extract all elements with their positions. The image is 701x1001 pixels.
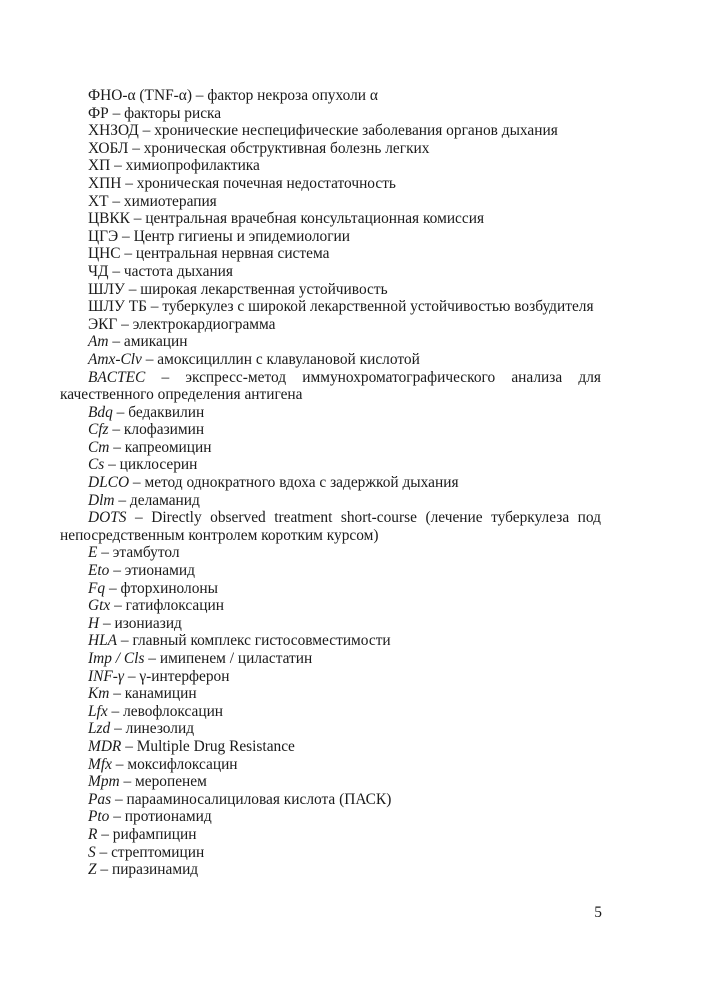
abbreviation-dash: –: [129, 474, 145, 492]
abbreviation-entry: [88, 474, 601, 492]
abbreviation-term: Cm: [88, 438, 110, 456]
abbreviation-term: ШЛУ: [88, 280, 125, 298]
abbreviation-term: Lfx: [88, 702, 108, 720]
page-number: 5: [594, 904, 602, 921]
abbreviation-entry: [88, 404, 601, 422]
abbreviation-entry: [60, 298, 601, 316]
abbreviation-term: Amx-Clv: [88, 350, 142, 368]
abbreviation-term: Pto: [88, 808, 110, 826]
abbreviation-definition: капреомицин: [124, 438, 212, 456]
abbreviation-term: Cs: [88, 456, 105, 474]
abbreviation-dash: –: [123, 667, 140, 685]
abbreviation-term: MDR: [88, 737, 122, 755]
abbreviation-term: Mfx: [88, 755, 112, 773]
abbreviation-definition: гатифлоксацин: [125, 597, 224, 615]
abbreviation-term: ФР: [88, 104, 109, 122]
abbreviation-dash: –: [124, 280, 141, 298]
abbreviation-definition: частота дыхания: [123, 262, 233, 280]
abbreviation-entry: [88, 808, 601, 826]
abbreviation-definition: моксифлоксацин: [127, 755, 238, 773]
abbreviation-definition: фактор некроза опухоли α: [207, 87, 378, 104]
abbreviation-entry: [88, 685, 601, 703]
abbreviation-entry: [88, 439, 601, 457]
abbreviation-dash: –: [112, 403, 129, 421]
abbreviation-dash: –: [110, 597, 126, 615]
abbreviation-definition: парааминосалициловая кислота (ПАСК): [126, 790, 392, 808]
abbreviation-dash: –: [96, 861, 112, 879]
abbreviation-dash: –: [119, 773, 136, 791]
abbreviation-dash: –: [144, 650, 160, 667]
abbreviation-term: Bdq: [88, 403, 113, 421]
abbreviation-entry: [88, 157, 601, 175]
abbreviation-dash: –: [109, 808, 125, 826]
abbreviation-term: INF-γ: [88, 667, 124, 685]
abbreviation-term: ХПН: [88, 174, 122, 192]
abbreviation-definition: туберкулез с широкой лекарственной устойчивостью возбудителя: [162, 298, 594, 316]
abbreviation-term: Dlm: [88, 491, 115, 509]
abbreviation-entry: [88, 105, 601, 123]
abbreviation-dash: –: [108, 421, 124, 439]
abbreviation-definition: амикацин: [123, 333, 188, 351]
abbreviation-term: Z: [88, 861, 97, 879]
abbreviation-definition: главный комплекс гистосовместимости: [132, 632, 391, 650]
abbreviation-entry: [88, 562, 601, 580]
abbreviation-dash: –: [111, 755, 128, 773]
abbreviation-definition: левофлоксацин: [123, 702, 224, 720]
abbreviation-definition: канамицин: [124, 685, 197, 703]
abbreviation-entry: [88, 456, 601, 474]
abbreviation-entry: [88, 615, 601, 633]
abbreviation-definition: электрокардиограмма: [132, 315, 276, 333]
abbreviation-dash: –: [110, 157, 126, 175]
abbreviation-definition: центральная нервная система: [135, 245, 330, 263]
abbreviation-term: ЦГЭ: [88, 227, 119, 245]
abbreviation-entry: [88, 650, 601, 668]
abbreviation-term: R: [88, 825, 98, 843]
abbreviation-entry: [88, 122, 601, 140]
abbreviation-entry: [88, 281, 601, 299]
abbreviation-dash: –: [108, 104, 125, 122]
abbreviation-entry: [88, 791, 601, 809]
abbreviation-term: ФНО-α (TNF-α): [88, 87, 192, 104]
abbreviation-definition: Directly observed treatment short-course (лечение туберкулеза под непосредственным контролем коротким курсом): [60, 509, 601, 544]
abbreviation-entry: [88, 193, 601, 211]
abbreviation-definition: деламанид: [129, 491, 200, 509]
abbreviation-dash: –: [117, 632, 133, 650]
abbreviation-entry: [88, 703, 601, 721]
abbreviation-term: S: [88, 843, 96, 861]
abbreviation-dash: –: [109, 438, 125, 456]
abbreviation-term: ХП: [88, 157, 111, 175]
abbreviation-entry: [60, 369, 601, 404]
abbreviation-entry: [88, 844, 601, 862]
abbreviation-term: BACTEC: [88, 368, 146, 386]
abbreviation-term: Km: [88, 685, 110, 703]
abbreviation-term: Am: [88, 333, 109, 351]
abbreviation-dash: –: [146, 298, 163, 316]
abbreviation-dash: –: [118, 227, 134, 245]
abbreviation-dash: –: [109, 685, 125, 703]
abbreviation-dash: –: [121, 174, 137, 192]
abbreviation-entry: [88, 421, 601, 439]
abbreviation-entry: [88, 351, 601, 369]
abbreviation-dash: –: [105, 579, 121, 597]
abbreviation-dash: –: [126, 509, 152, 527]
abbreviation-definition: хроническая обструктивная болезнь легких: [143, 139, 430, 157]
abbreviation-term: Gtx: [88, 597, 111, 615]
abbreviation-term: Fq: [88, 579, 106, 597]
abbreviation-term: Lzd: [88, 720, 111, 738]
abbreviation-entry: [88, 492, 601, 510]
abbreviation-term: DOTS: [88, 509, 127, 527]
abbreviation-term: ХОБЛ: [88, 139, 129, 157]
abbreviation-definition: экспресс-метод иммунохроматографического анализа для качественного определения антигена: [60, 368, 601, 404]
abbreviation-term: ЧД: [88, 262, 109, 280]
abbreviation-definition: хроническая почечная недостаточность: [136, 174, 396, 192]
abbreviation-dash: –: [191, 87, 208, 104]
abbreviation-term: DLCO: [88, 474, 130, 492]
abbreviation-term: Imp / Cls: [88, 650, 145, 667]
abbreviation-definition: циклосерин: [119, 456, 198, 474]
abbreviation-entry: [88, 668, 601, 686]
abbreviation-entry: [88, 861, 601, 879]
abbreviation-dash: –: [99, 614, 115, 632]
abbreviation-term: Mpm: [88, 773, 120, 791]
abbreviation-definition: центральная врачебная консультационная комиссия: [145, 210, 485, 228]
abbreviation-entry: [88, 316, 601, 334]
abbreviation-definition: Центр гигиены и эпидемиологии: [133, 227, 351, 245]
abbreviation-entry: [88, 544, 601, 562]
abbreviation-term: Eto: [88, 562, 110, 580]
abbreviation-term: HLA: [88, 632, 118, 650]
abbreviation-entry: [88, 632, 601, 650]
abbreviation-definition: этионамид: [124, 562, 195, 580]
abbreviation-dash: –: [141, 350, 158, 368]
abbreviation-dash: –: [110, 720, 126, 738]
abbreviation-definition: имипенем / циластатин: [159, 650, 313, 667]
abbreviation-dash: –: [145, 368, 186, 386]
abbreviation-entry: [88, 597, 601, 615]
abbreviation-dash: –: [108, 192, 124, 210]
abbreviation-term: ШЛУ ТБ: [88, 298, 147, 316]
abbreviation-entry: [88, 210, 601, 228]
abbreviation-dash: –: [117, 315, 133, 333]
abbreviation-entry: [88, 720, 601, 738]
abbreviation-dash: –: [97, 825, 113, 843]
abbreviation-term: Cfz: [88, 421, 109, 439]
abbreviation-entry: [88, 175, 601, 193]
abbreviation-entry: [88, 263, 601, 281]
abbreviation-entry: [88, 826, 601, 844]
abbreviation-definition: клофазимин: [123, 421, 205, 439]
abbreviation-dash: –: [128, 139, 144, 157]
abbreviation-dash: –: [120, 245, 136, 263]
abbreviation-term: Pas: [88, 790, 112, 808]
abbreviation-entry: [88, 228, 601, 246]
abbreviation-definition: фторхинолоны: [120, 579, 218, 597]
abbreviation-definition: химиопрофилактика: [125, 157, 260, 175]
abbreviation-term: ХТ: [88, 192, 109, 210]
abbreviation-definition: изониазид: [114, 614, 182, 632]
abbreviation-entry: [88, 738, 601, 756]
abbreviation-dash: –: [121, 737, 137, 755]
abbreviation-dash: –: [129, 210, 146, 228]
abbreviation-entry: [60, 509, 601, 544]
abbreviation-dash: –: [138, 122, 155, 140]
abbreviation-entry: [88, 756, 601, 774]
abbreviation-dash: –: [109, 562, 125, 580]
abbreviation-definition: широкая лекарственная устойчивость: [140, 280, 388, 298]
abbreviation-definition: рифампицин: [112, 825, 197, 843]
abbreviation-definition: Multiple Drug Resistance: [136, 737, 295, 755]
abbreviation-dash: –: [97, 544, 113, 562]
abbreviation-dash: –: [114, 491, 130, 509]
abbreviation-entry: [88, 773, 601, 791]
abbreviation-definition: метод однократного вдоха с задержкой дыхания: [144, 474, 459, 492]
abbreviation-definition: стрептомицин: [111, 843, 205, 861]
abbreviation-definition: химиотерапия: [123, 192, 217, 210]
abbreviation-entry: [88, 140, 601, 158]
abbreviation-dash: –: [104, 456, 120, 474]
abbreviation-definition: меропенем: [135, 773, 207, 791]
abbreviation-dash: –: [108, 262, 124, 280]
abbreviation-entry: [88, 580, 601, 598]
abbreviation-definition: протионамид: [124, 808, 212, 826]
abbreviation-entry: [88, 333, 601, 351]
abbreviation-definition: γ-интерферон: [139, 667, 230, 685]
abbreviation-definition: этамбутол: [112, 544, 180, 562]
abbreviation-entry: [88, 245, 601, 263]
abbreviation-definition: факторы риска: [124, 104, 222, 122]
abbreviation-dash: –: [111, 790, 127, 808]
abbreviation-entry: [88, 87, 601, 105]
abbreviation-term: ЦНС: [88, 245, 121, 263]
abbreviation-definition: хронические неспецифические заболевания органов дыхания: [154, 122, 558, 140]
abbreviation-definition: пиразинамид: [111, 861, 199, 879]
abbreviation-term: E: [88, 544, 98, 562]
abbreviation-dash: –: [95, 843, 112, 861]
abbreviation-term: ХНЗОД: [88, 122, 139, 140]
abbreviation-term: H: [88, 614, 100, 632]
abbreviation-list: [60, 87, 601, 879]
abbreviation-term: ЭКГ: [88, 315, 118, 333]
abbreviation-dash: –: [107, 702, 124, 720]
abbreviation-dash: –: [108, 333, 124, 351]
abbreviation-definition: бедаквилин: [128, 403, 205, 421]
abbreviation-definition: амоксициллин с клавулановой кислотой: [157, 350, 420, 368]
abbreviation-term: ЦВКК: [88, 210, 130, 228]
abbreviation-definition: линезолид: [125, 720, 195, 738]
